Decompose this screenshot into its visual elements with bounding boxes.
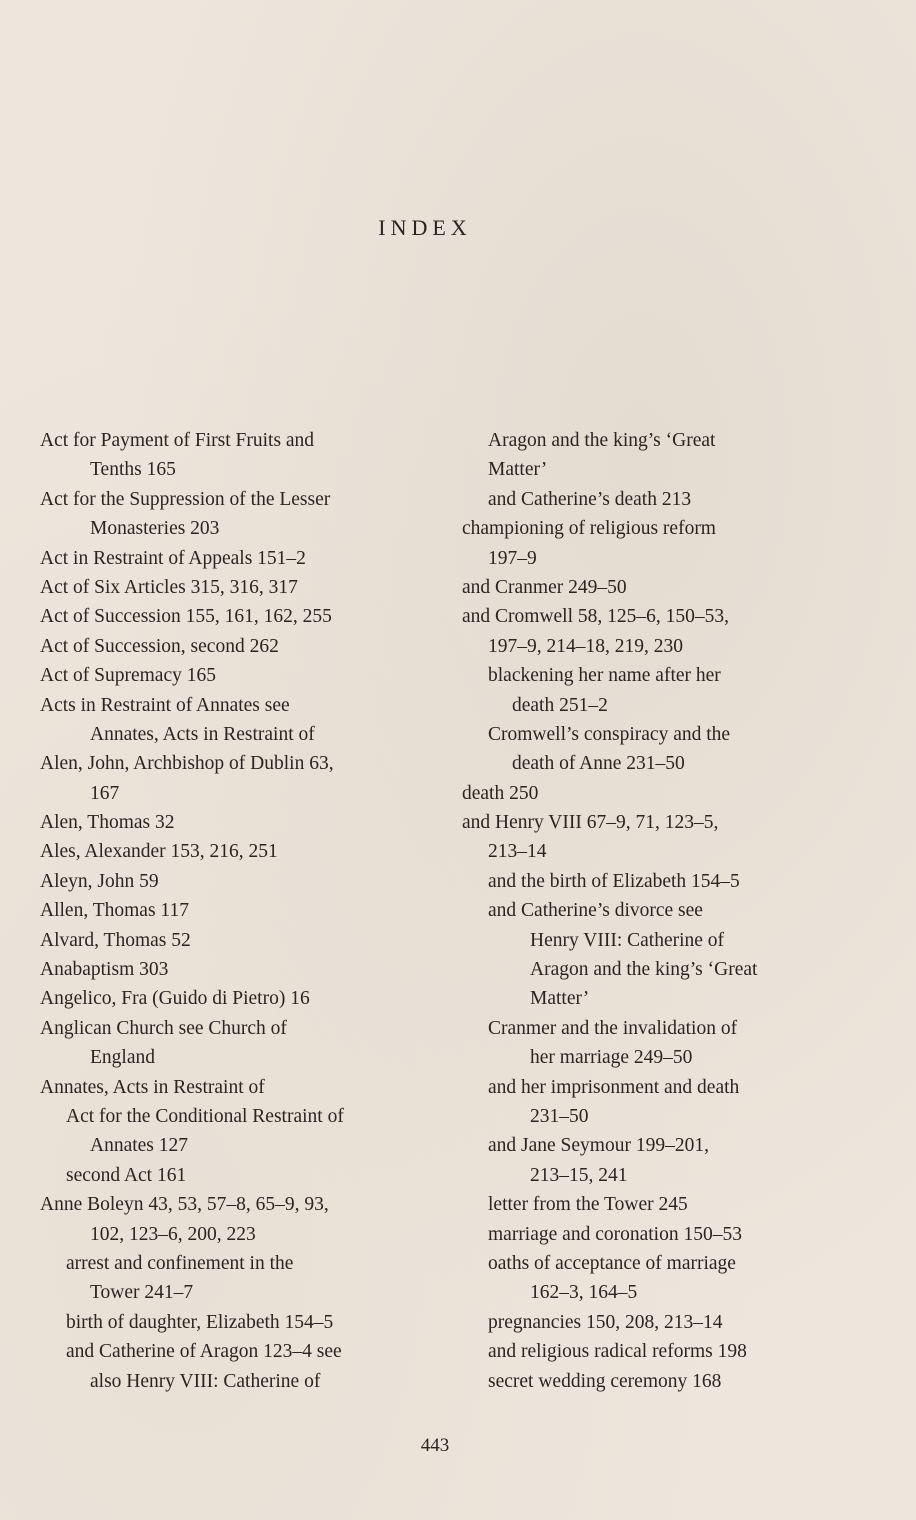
index-entry: 213–14 [488, 841, 547, 863]
index-title: INDEX [378, 215, 472, 240]
index-entry: birth of daughter, Elizabeth 154–5 [66, 1311, 334, 1333]
index-entry: Cromwell’s conspiracy and the [488, 723, 731, 745]
index-entry: Monasteries 203 [90, 518, 220, 540]
index-entry: Matter’ [488, 459, 548, 481]
index-entry: 167 [90, 782, 120, 804]
index-entry: Act for the Suppression of the Lesser [40, 488, 331, 510]
index-entry: and Catherine’s death 213 [488, 488, 692, 510]
index-entry: Anglican Church see Church of [40, 1017, 287, 1039]
index-entry: Alvard, Thomas 52 [40, 929, 191, 951]
index-entry: oaths of acceptance of marriage [488, 1252, 736, 1274]
index-entry: Angelico, Fra (Guido di Pietro) 16 [40, 988, 310, 1010]
index-entry: Alen, John, Archbishop of Dublin 63, [40, 753, 334, 775]
index-entry: and Catherine’s divorce see [488, 900, 703, 922]
index-entry: letter from the Tower 245 [488, 1194, 688, 1216]
index-entry: blackening her name after her [488, 665, 721, 687]
index-entry: Aleyn, John 59 [40, 870, 159, 892]
index-entry: 102, 123–6, 200, 223 [90, 1223, 256, 1245]
index-entry: Ales, Alexander 153, 216, 251 [40, 841, 278, 863]
index-entry: and Catherine of Aragon 123–4 see [66, 1341, 342, 1363]
index-entry: death 250 [462, 782, 539, 804]
index-entry: and Cromwell 58, 125–6, 150–53, [462, 606, 730, 628]
index-column-right [462, 426, 842, 1396]
index-entry: death of Anne 231–50 [512, 753, 685, 775]
index-entry: Act of Six Articles 315, 316, 317 [40, 576, 298, 598]
index-entry: Act of Succession, second 262 [40, 635, 279, 657]
index-entry: Act of Succession 155, 161, 162, 255 [40, 606, 332, 628]
index-entry: England [90, 1047, 155, 1069]
index-entry: also Henry VIII: Catherine of [90, 1370, 321, 1392]
index-entry: Act for the Conditional Restraint of [66, 1105, 344, 1127]
index-entry: and Henry VIII 67–9, 71, 123–5, [462, 812, 719, 834]
index-entry: Act in Restraint of Appeals 151–2 [40, 547, 306, 569]
index-entry: Anabaptism 303 [40, 959, 169, 981]
index-entry: and Cranmer 249–50 [462, 576, 627, 598]
index-entry: marriage and coronation 150–53 [488, 1223, 742, 1245]
index-entry: Act of Supremacy 165 [40, 665, 216, 687]
index-entry: Allen, Thomas 117 [40, 900, 189, 922]
index-entry: Annates, Acts in Restraint of [40, 1076, 265, 1098]
index-entry: Acts in Restraint of Annates see [40, 694, 290, 716]
index-entry: 197–9 [488, 547, 537, 569]
index-entry: death 251–2 [512, 694, 608, 716]
index-entry: her marriage 249–50 [530, 1047, 693, 1069]
index-entry: Tower 241–7 [90, 1282, 194, 1304]
index-entry: secret wedding ceremony 168 [488, 1370, 722, 1392]
index-entry: and the birth of Elizabeth 154–5 [488, 870, 740, 892]
index-entry: Act for Payment of First Fruits and [40, 430, 315, 451]
index-entry: 213–15, 241 [530, 1164, 628, 1186]
index-entry: Tenths 165 [90, 459, 176, 481]
index-entry: Aragon and the king’s ‘Great [488, 430, 716, 451]
index-entry: pregnancies 150, 208, 213–14 [488, 1311, 723, 1333]
index-entry: and religious radical reforms 198 [488, 1341, 747, 1363]
index-entry: Annates 127 [90, 1135, 189, 1157]
index-entry: Anne Boleyn 43, 53, 57–8, 65–9, 93, [40, 1194, 329, 1216]
index-entry: Aragon and the king’s ‘Great [530, 959, 758, 981]
index-entry: 197–9, 214–18, 219, 230 [488, 635, 683, 657]
index-entry: 231–50 [530, 1105, 589, 1127]
index-entry: championing of religious reform [462, 518, 716, 540]
index-entry: Henry VIII: Catherine of [530, 929, 725, 951]
index-entry: second Act 161 [66, 1164, 187, 1186]
index-entry: 162–3, 164–5 [530, 1282, 638, 1304]
index-column-left [40, 426, 440, 1396]
index-entry: Matter’ [530, 988, 590, 1010]
index-entry: and Jane Seymour 199–201, [488, 1135, 709, 1157]
index-entry: Cranmer and the invalidation of [488, 1017, 738, 1039]
page-number: 443 [420, 1435, 450, 1456]
index-entry: arrest and confinement in the [66, 1252, 294, 1274]
index-entry: Alen, Thomas 32 [40, 812, 175, 834]
index-entry: and her imprisonment and death [488, 1076, 740, 1098]
index-entry: Annates, Acts in Restraint of [90, 723, 315, 745]
